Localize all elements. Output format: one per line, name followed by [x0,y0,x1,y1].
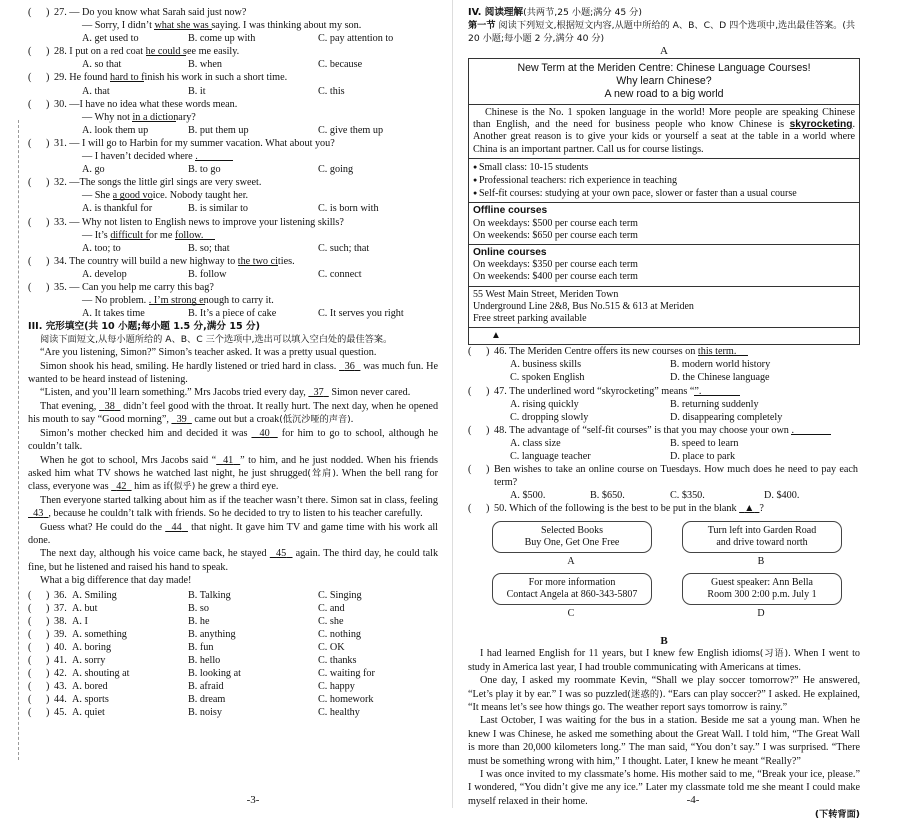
cloze-option-row: ( ) 45. A. quiet B. noisy C. healthy [28,707,360,719]
section-3-title: III. 完形填空(共 10 小题;每小题 1.5 分,满分 15 分) [28,321,260,333]
option-label-a: A [567,556,575,568]
page-right: IV. 阅读理解(共两节,25 小题;满分 45 分) 第一节 阅读下列短文,根据短文内容,从题中所给的 A、B、C、D 四个选项中,选出最佳答案。(共 20 小题;每小题 2 分,满分 40 分) A New Term at the Meriden Centre: Chinese Language Courses! Why learn Chinese? A new road to a big world Chinese is the No. 1 spoken language in the world! More people are speaking Chinese than English, and the need for business people who know Chinese is skyrocketing. Another great reason is to give your kids or yourself a seat at the table in a world where China is an important partner. Call us for course listings. ● Small class: 10-15 students ● Professional teachers: rich experience in teaching ● Self-fit courses: studying at your own pace, slower or faster than a usual course Offline courses On weekdays: $500 per course each term On weekends: $650 per course each term Online courses On weekdays: $350 per course each term On weekends: $400 per course each term 55 West Main Street, Meriden Town Underground Line 2&8, Bus No.515 & 613 at Meriden Free street parking available ▲ ( ) 46. The Meriden Centre offers its new courses on this term. A. business skills B. modern world history C. spoken English D. the Chinese language ( ) 47. The underlined word “skyrocketing” means “ ”. A. rising quickly B. returning suddenly C. dropping slowly D. disappearing completely ( ) 48. The advantage of “self-fit courses” is that you may choose your own . A. class size B. speed to learn C. language teacher D. place to park ( ) Ben wishes to take an online course on Tuesdays. How much does he need to pay each term? A. $500. B. $650. C. $350. D. $400. ( ) 50. Which of the following is the best to be put in the blank ▲ ? Selected Books Buy One, Get One Free Turn left into Garden Road and drive toward north A B For more information Contact Angela at 860-343-5807 Guest speaker: Ann Bella Room 300 2:00 p.m. July 1 C D B I had learned English for 11 years, but I knew few English idioms(习语). When I went to study in America last year, I had trouble communicating with Americans at times. One day, I asked my roommate Kevin, “Shall we play soccer tomorrow?” He answered, “Let’s play it by ear.” I was so puzzled(迷惑的). “Ears can play soccer?” I asked. He explained, “It means let’s see how things go. The weather report says tomorrow is rainy.” Last October, I was waiting for the bus in a station. Beside me sat a young man. When he knew I was Chinese, he asked me something about the Great Wall. I told him, “The Great Wall is more than 20,000 kilometers long.” The man said, “You don’t say.” I was surprised. “There must be something wrong with him,” I thought. Later, I knew he meant “Really?” I was once invited to my classmate’s home. His mother said to me, “Break your ice, please.” I wondered, “You didn’t give me any ice.” Later my classmate told me she meant I could make myself relaxed in their home. (下转背面) -4- [450,0,900,808]
cloze-option-row: ( ) 40. A. boring B. fun C. OK [28,641,345,653]
option-box-a: Selected Books Buy One, Get One Free [492,521,652,553]
option-box-c: For more information Contact Angela at 860-343-5807 [492,573,652,605]
cloze-options [28,589,438,720]
cloze-option-row: ( ) 36. A. Smiling B. Talking C. Singing [28,589,362,601]
option-box-b: Turn left into Garden Road and drive toward north [682,521,842,553]
passage-b-label: B [660,635,668,648]
skyrocketing-word: skyrocketing [789,119,853,131]
cloze-option-row: ( ) 43. A. bored B. afraid C. happy [28,681,355,693]
cloze-option-row: ( ) 38. A. I B. he C. she [28,615,344,627]
question-49: ( ) Ben wishes to take an online course on Tuesdays. How much does he need to pay each term? [468,464,858,489]
page-left: ( ) 27. — Do you know what Sarah said just now? — Sorry, I didn’t what she was saying. I was thinking about my son. A. get used to B. come up with C. pay attention to ( ) 28. I put on a red coat he could see me easily. A. so that B. when C. because ( ) 29. He found hard to finish his work in such a short time. A. that B. it C. this ( ) 30. —I have no idea what these words mean. — Why not in a dictionary? A. look them up B. put them up C. give them up ( ) 31. — I will go to Harbin for my summer vacation. What about you? — I haven’t decided where . A. go B. to go C. going ( ) 32. —The songs the little girl sings are very sweet. — She a good voice. Nobody taught her. A. is thankful for B. is similar to C. is born with ( ) 33. — Why not listen to English news to improve your listening skills? — It’s difficult for me follow. A. too; to B. so; that C. such; that ( ) 34. The country will build a new highway to the two cities. A. develop B. follow C. connect ( ) 35. — Can you help me carry this bag? — No problem. . I’m strong enough to carry it. A. It takes time B. It’s a piece of cake C. It serves you right III. 完形填空(共 10 小题;每小题 1.5 分,满分 15 分) 阅读下面短文,从每小题所给的 A、B、C 三个选项中,选出可以填入空白处的最佳答案。 “Are you listening, Simon?” Simon’s teacher asked. It was a pretty usual question. Simon shook his head, smiling. He hardly listened or tried hard in class. 36 was much fun. He wanted to be heard instead of listening. “Listen, and you’ll learn something.” Mrs Jacobs tried every day, 37 Simon never cared. That evening, 38 didn’t feel good with the throat. It really hurt. The next day, when he opened his mouth to say “Good morning”, 39 came out but a croak(低沉沙哑的声音). Simon’s mother checked him and decided it was 40 for him to go to school, although he couldn’t talk. When he got to school, Mrs Jacobs said “ 41 ” to him, and he just nodded. When his friends asked him what TV shows he watched last night, he just shrugged(耸肩). When the bell rang for class, everyone was 42 him as if(似乎) he grew a third eye. Then everyone started talking about him as if the teacher wasn’t there. Simon sat in class, feeling 43 , because he couldn’t talk with friends. So he decided to try to listen to his teacher carefully. Guess what? He could do the 44 that night. It gave him TV and game time with his work all done. The next day, although his voice came back, he stayed 45 again. The third day, he could talk fine, but he listened and raised his hand to speak. What a big difference that day made! ( ) 36. A. Smiling B. Talking C. Singing ( ) 37. A. but B. so C. and ( ) 38. A. I B. he C. she ( ) 39. A. something B. anything C. nothing ( ) 40. A. boring B. fun C. OK ( ) 41. A. sorry B. hello C. thanks ( ) 42. A. shouting at B. looking at C. waiting for ( ) 43. A. bored B. afraid C. happy ( ) 44. A. sports B. dream C. homework ( ) 45. A. quiet B. noisy C. healthy -3- [0,0,450,808]
question-34: ( ) 34. The country will build a new highway to the two cities. [28,255,295,267]
question-28: ( ) 28. I put on a red coat he could see me easily. [28,46,240,58]
question-48: ( ) 48. The advantage of “self-fit courses” is that you may choose your own . [468,424,860,437]
question-50: ( ) 50. Which of the following is the best to be put in the blank ▲ ? [468,503,764,515]
cloze-passage: “Are you listening, Simon?” Simon’s teacher asked. It was a pretty usual question. Simon shook his head, smiling. He hardly listened or tried hard in class. 36 was much fun. He wanted to be heard instead of listening. “Listen, and you’ll learn something.” Mrs Jacobs tried every day, 37 Simon never cared. That evening, 38 didn’t feel good with the throat. It really hurt. The next day, when he opened his mouth to say “Good morning”, 39 came out but a croak(低沉沙哑的声音). Simon’s mother checked him and decided it was 40 for him to go to school, although he couldn’t talk. When he got to school, Mrs Jacobs said “ 41 ” to him, and he just nodded. When his friends asked him what TV shows he watched last night, he just shrugged(耸肩). When the bell rang for class, everyone was 42 him as if(似乎) he grew a third eye. Then everyone started talking about him as if the teacher wasn’t there. Simon sat in class, feeling 43 , because he couldn’t talk with friends. So he decided to try to listen to his teacher carefully. Guess what? He could do the 44 that night. It gave him TV and game time with his work all done. The next day, although his voice came back, he stayed 45 again. The third day, he could talk fine, but he listened and raised his hand to speak. What a big difference that day made! [28,347,439,587]
question-33: ( ) 33. — Why not listen to English news to improve your listening skills? [28,216,344,228]
cloze-option-row: ( ) 37. A. but B. so C. and [28,602,345,614]
ad-intro: Chinese is the No. 1 spoken language in the world! More people are speaking Chinese than English, and the need for business people who know Chinese is skyrocketing. Another great reason is to give your kids or yourself a seat at the table in a world where China is an important partner. Call us for course listings. [469,104,859,158]
question-32: ( ) 32. —The songs the little girl sings are very sweet. [28,177,262,189]
binding-cut-line [18,120,19,760]
ad-features: ● Small class: 10-15 students ● Professional teachers: rich experience in teaching ● Self-fit courses: studying at your own pace, slower or faster than a usual course [469,158,859,203]
course-advertisement [468,58,860,345]
question-46: ( ) 46. The Meriden Centre offers its new courses on this term. [468,345,860,358]
cloze-option-row: ( ) 39. A. something B. anything C. nothing [28,628,362,640]
question-29: ( ) 29. He found hard to finish his work in such a short time. [28,72,288,84]
page-number-right: -4- [686,794,700,806]
question-27: ( ) 27. — Do you know what Sarah said just now? [28,7,247,18]
section-3-instruction: 阅读下面短文,从每小题所给的 A、B、C 三个选项中,选出可以填入空白处的最佳答案。 [40,334,393,346]
ad-blank-marker: ▲ [469,327,859,344]
cloze-option-row: ( ) 41. A. sorry B. hello C. thanks [28,655,357,667]
cloze-option-row: ( ) 44. A. sports B. dream C. homework [28,694,374,706]
option-boxes [468,517,860,635]
option-label-d: D [757,608,765,620]
question-30: ( ) 30. —I have no idea what these words mean. [28,98,238,110]
cloze-option-row: ( ) 42. A. shouting at B. looking at C. waiting for [28,668,375,680]
section-4-title: IV. 阅读理解(共两节,25 小题;满分 45 分) [468,7,642,18]
ad-header: New Term at the Meriden Centre: Chinese Language Courses! Why learn Chinese? A new road to a big world [517,62,811,100]
ad-offline-courses: Offline courses On weekdays: $500 per course each term On weekends: $650 per course each term [469,202,859,244]
option-label-c: C [567,608,575,620]
reading-passage-b: I had learned English for 11 years, but I knew few English idioms(习语). When I went to study in America last year, I had trouble communicating with Americans at times. One day, I asked my roommate Kevin, “Shall we play soccer tomorrow?” He answered, “Let’s play it by ear.” I was so puzzled(迷惑的). “Ears can play soccer?” I asked. He explained, “It means let’s see how things go. The weather report says tomorrow is rainy.” Last October, I was waiting for the bus in a station. Beside me sat a young man. When he knew I was Chinese, he asked me something about the Great Wall. I told him, “The Great Wall is more than 20,000 kilometers long.” The man said, “You don’t say.” I was surprised. “There must be something wrong with him,” I thought. Later, I knew he meant “Really?” I was once invited to my classmate’s home. His mother said to me, “Break your ice, please.” I wondered, “You didn’t give me any ice.” Later my classmate told me she meant I could make myself relaxed in their home. [468,648,861,807]
section-4-instruction: 第一节 阅读下列短文,根据短文内容,从题中所给的 A、B、C、D 四个选项中,选出最佳答案。(共 20 小题;每小题 2 分,满分 40 分) [468,20,856,44]
passage-a-label: A [660,45,668,57]
question-31: ( ) 31. — I will go to Harbin for my summer vacation. What about you? [28,137,335,149]
ad-address: 55 West Main Street, Meriden Town Underground Line 2&8, Bus No.515 & 613 at Meriden Free street parking available [469,286,859,328]
option-box-d: Guest speaker: Ann Bella Room 300 2:00 p.m. July 1 [682,573,842,605]
question-35: ( ) 35. — Can you help me carry this bag? [28,281,214,293]
continue-note: (下转背面) [814,809,860,821]
question-47: ( ) 47. The underlined word “skyrocketing” means “ ”. [468,385,860,398]
option-label-b: B [757,556,765,568]
ad-online-courses: Online courses On weekdays: $350 per course each term On weekends: $400 per course each term [469,244,859,286]
page-number-left: -3- [246,794,260,806]
